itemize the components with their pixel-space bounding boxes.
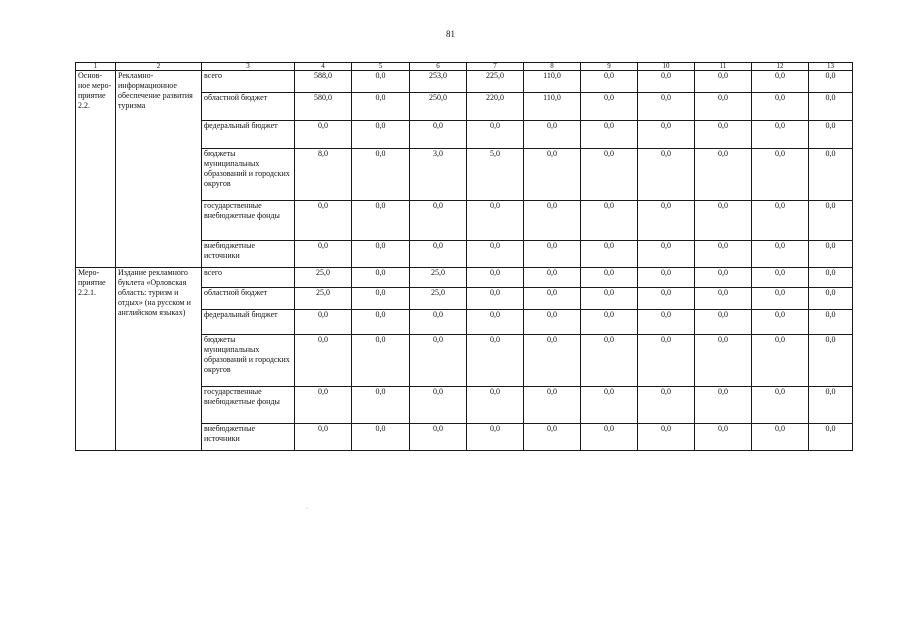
amount-cell: 0,0 bbox=[752, 71, 809, 93]
amount-cell: 0,0 bbox=[295, 201, 352, 241]
amount-cell: 0,0 bbox=[752, 310, 809, 335]
amount-cell: 0,0 bbox=[695, 268, 752, 288]
column-number: 5 bbox=[352, 63, 410, 71]
amount-cell: 0,0 bbox=[695, 121, 752, 149]
amount-cell: 0,0 bbox=[410, 335, 467, 387]
amount-cell: 253,0 bbox=[410, 71, 467, 93]
amount-cell: 0,0 bbox=[809, 121, 853, 149]
amount-cell: 0,0 bbox=[467, 121, 524, 149]
column-number: 2 bbox=[116, 63, 202, 71]
amount-cell: 0,0 bbox=[467, 288, 524, 310]
amount-cell: 0,0 bbox=[581, 268, 638, 288]
amount-cell: 0,0 bbox=[352, 424, 410, 451]
amount-cell: 0,0 bbox=[809, 268, 853, 288]
column-number: 9 bbox=[581, 63, 638, 71]
amount-cell: 0,0 bbox=[581, 201, 638, 241]
amount-cell: 25,0 bbox=[410, 268, 467, 288]
amount-cell: 0,0 bbox=[752, 201, 809, 241]
amount-cell: 0,0 bbox=[695, 93, 752, 121]
funding-source-cell: внебюджетные источники bbox=[202, 424, 295, 451]
amount-cell: 0,0 bbox=[524, 149, 581, 201]
amount-cell: 0,0 bbox=[352, 268, 410, 288]
amount-cell: 0,0 bbox=[524, 310, 581, 335]
amount-cell: 0,0 bbox=[352, 121, 410, 149]
event-name-cell: Издание рекламного буклета «Орловская область: туризм и отдых» (на русском и английском языках) bbox=[116, 268, 202, 451]
amount-cell: 0,0 bbox=[352, 241, 410, 268]
amount-cell: 0,0 bbox=[809, 310, 853, 335]
amount-cell: 5,0 bbox=[467, 149, 524, 201]
amount-cell: 0,0 bbox=[809, 387, 853, 424]
amount-cell: 0,0 bbox=[752, 268, 809, 288]
column-number-row bbox=[76, 63, 853, 71]
amount-cell: 0,0 bbox=[467, 387, 524, 424]
amount-cell: 0,0 bbox=[809, 201, 853, 241]
column-number: 10 bbox=[638, 63, 695, 71]
amount-cell: 0,0 bbox=[752, 241, 809, 268]
amount-cell: 25,0 bbox=[295, 288, 352, 310]
amount-cell: 0,0 bbox=[581, 149, 638, 201]
amount-cell: 0,0 bbox=[295, 241, 352, 268]
amount-cell: 0,0 bbox=[809, 424, 853, 451]
amount-cell: 0,0 bbox=[809, 93, 853, 121]
amount-cell: 0,0 bbox=[638, 268, 695, 288]
amount-cell: 0,0 bbox=[467, 241, 524, 268]
amount-cell: 0,0 bbox=[638, 121, 695, 149]
amount-cell: 0,0 bbox=[352, 288, 410, 310]
funding-source-cell: государственные внебюджетные фонды bbox=[202, 387, 295, 424]
amount-cell: 0,0 bbox=[581, 335, 638, 387]
funding-source-cell: бюджеты муниципальных образований и городских округов bbox=[202, 149, 295, 201]
amount-cell: 0,0 bbox=[695, 310, 752, 335]
table-row bbox=[76, 268, 853, 288]
amount-cell: 0,0 bbox=[752, 149, 809, 201]
amount-cell: 0,0 bbox=[410, 201, 467, 241]
column-number: 4 bbox=[295, 63, 352, 71]
column-number: 8 bbox=[524, 63, 581, 71]
amount-cell: 25,0 bbox=[410, 288, 467, 310]
amount-cell: 0,0 bbox=[695, 288, 752, 310]
amount-cell: 0,0 bbox=[581, 121, 638, 149]
column-number: 11 bbox=[695, 63, 752, 71]
amount-cell: 0,0 bbox=[352, 149, 410, 201]
amount-cell: 0,0 bbox=[695, 241, 752, 268]
amount-cell: 0,0 bbox=[295, 335, 352, 387]
amount-cell: 0,0 bbox=[410, 424, 467, 451]
page-number: 81 bbox=[446, 29, 455, 39]
column-number: 12 bbox=[752, 63, 809, 71]
amount-cell: 0,0 bbox=[581, 241, 638, 268]
amount-cell: 0,0 bbox=[581, 310, 638, 335]
amount-cell: 0,0 bbox=[695, 149, 752, 201]
amount-cell: 0,0 bbox=[638, 424, 695, 451]
amount-cell: 0,0 bbox=[581, 288, 638, 310]
column-number: 1 bbox=[76, 63, 116, 71]
amount-cell: 0,0 bbox=[752, 387, 809, 424]
amount-cell: 0,0 bbox=[695, 335, 752, 387]
funding-source-cell: внебюджетные источники bbox=[202, 241, 295, 268]
amount-cell: 0,0 bbox=[752, 288, 809, 310]
amount-cell: 0,0 bbox=[467, 424, 524, 451]
event-name-cell: Рекламно-информационное обеспечение развития туризма bbox=[116, 71, 202, 268]
amount-cell: 0,0 bbox=[809, 288, 853, 310]
amount-cell: 0,0 bbox=[809, 335, 853, 387]
amount-cell: 580,0 bbox=[295, 93, 352, 121]
activity-number-cell: Основ-ное меро-приятие 2.2. bbox=[76, 71, 116, 268]
amount-cell: 0,0 bbox=[352, 310, 410, 335]
amount-cell: 0,0 bbox=[638, 149, 695, 201]
funding-source-cell: федеральный бюджет bbox=[202, 310, 295, 335]
amount-cell: 0,0 bbox=[524, 387, 581, 424]
amount-cell: 0,0 bbox=[352, 387, 410, 424]
amount-cell: 0,0 bbox=[809, 149, 853, 201]
funding-source-cell: государственные внебюджетные фонды bbox=[202, 201, 295, 241]
amount-cell: 0,0 bbox=[809, 241, 853, 268]
amount-cell: 0,0 bbox=[524, 241, 581, 268]
amount-cell: 0,0 bbox=[467, 310, 524, 335]
activity-number-cell: Меро-приятие 2.2.1. bbox=[76, 268, 116, 451]
amount-cell: 0,0 bbox=[467, 268, 524, 288]
amount-cell: 0,0 bbox=[410, 387, 467, 424]
scan-speck: · bbox=[306, 506, 308, 512]
amount-cell: 0,0 bbox=[524, 424, 581, 451]
amount-cell: 110,0 bbox=[524, 93, 581, 121]
amount-cell: 0,0 bbox=[695, 387, 752, 424]
amount-cell: 0,0 bbox=[524, 121, 581, 149]
amount-cell: 0,0 bbox=[295, 424, 352, 451]
amount-cell: 0,0 bbox=[524, 268, 581, 288]
amount-cell: 25,0 bbox=[295, 268, 352, 288]
column-number: 7 bbox=[467, 63, 524, 71]
amount-cell: 0,0 bbox=[410, 121, 467, 149]
amount-cell: 0,0 bbox=[581, 424, 638, 451]
amount-cell: 0,0 bbox=[352, 93, 410, 121]
amount-cell: 225,0 bbox=[467, 71, 524, 93]
funding-source-cell: всего bbox=[202, 268, 295, 288]
amount-cell: 0,0 bbox=[695, 71, 752, 93]
amount-cell: 0,0 bbox=[524, 288, 581, 310]
amount-cell: 0,0 bbox=[695, 201, 752, 241]
funding-source-cell: областной бюджет bbox=[202, 288, 295, 310]
amount-cell: 0,0 bbox=[638, 71, 695, 93]
amount-cell: 0,0 bbox=[695, 424, 752, 451]
amount-cell: 588,0 bbox=[295, 71, 352, 93]
amount-cell: 0,0 bbox=[752, 424, 809, 451]
amount-cell: 0,0 bbox=[638, 310, 695, 335]
amount-cell: 8,0 bbox=[295, 149, 352, 201]
amount-cell: 0,0 bbox=[467, 201, 524, 241]
amount-cell: 250,0 bbox=[410, 93, 467, 121]
amount-cell: 0,0 bbox=[295, 121, 352, 149]
amount-cell: 110,0 bbox=[524, 71, 581, 93]
amount-cell: 0,0 bbox=[752, 93, 809, 121]
amount-cell: 0,0 bbox=[638, 288, 695, 310]
amount-cell: 0,0 bbox=[524, 201, 581, 241]
funding-source-cell: бюджеты муниципальных образований и городских округов bbox=[202, 335, 295, 387]
funding-source-cell: областной бюджет bbox=[202, 93, 295, 121]
amount-cell: 0,0 bbox=[524, 335, 581, 387]
amount-cell: 0,0 bbox=[410, 241, 467, 268]
amount-cell: 0,0 bbox=[638, 387, 695, 424]
budget-table bbox=[75, 62, 853, 451]
amount-cell: 0,0 bbox=[638, 93, 695, 121]
table-row bbox=[76, 71, 853, 93]
amount-cell: 0,0 bbox=[752, 335, 809, 387]
amount-cell: 0,0 bbox=[581, 93, 638, 121]
column-number: 3 bbox=[202, 63, 295, 71]
amount-cell: 0,0 bbox=[295, 387, 352, 424]
amount-cell: 0,0 bbox=[581, 387, 638, 424]
table-body bbox=[76, 63, 853, 451]
amount-cell: 220,0 bbox=[467, 93, 524, 121]
column-number: 13 bbox=[809, 63, 853, 71]
amount-cell: 0,0 bbox=[638, 201, 695, 241]
amount-cell: 0,0 bbox=[809, 71, 853, 93]
column-number: 6 bbox=[410, 63, 467, 71]
amount-cell: 0,0 bbox=[352, 71, 410, 93]
amount-cell: 0,0 bbox=[352, 335, 410, 387]
funding-source-cell: федеральный бюджет bbox=[202, 121, 295, 149]
amount-cell: 0,0 bbox=[410, 310, 467, 335]
amount-cell: 0,0 bbox=[752, 121, 809, 149]
amount-cell: 0,0 bbox=[638, 241, 695, 268]
amount-cell: 0,0 bbox=[467, 335, 524, 387]
amount-cell: 0,0 bbox=[295, 310, 352, 335]
amount-cell: 0,0 bbox=[581, 71, 638, 93]
amount-cell: 3,0 bbox=[410, 149, 467, 201]
funding-source-cell: всего bbox=[202, 71, 295, 93]
amount-cell: 0,0 bbox=[352, 201, 410, 241]
amount-cell: 0,0 bbox=[638, 335, 695, 387]
